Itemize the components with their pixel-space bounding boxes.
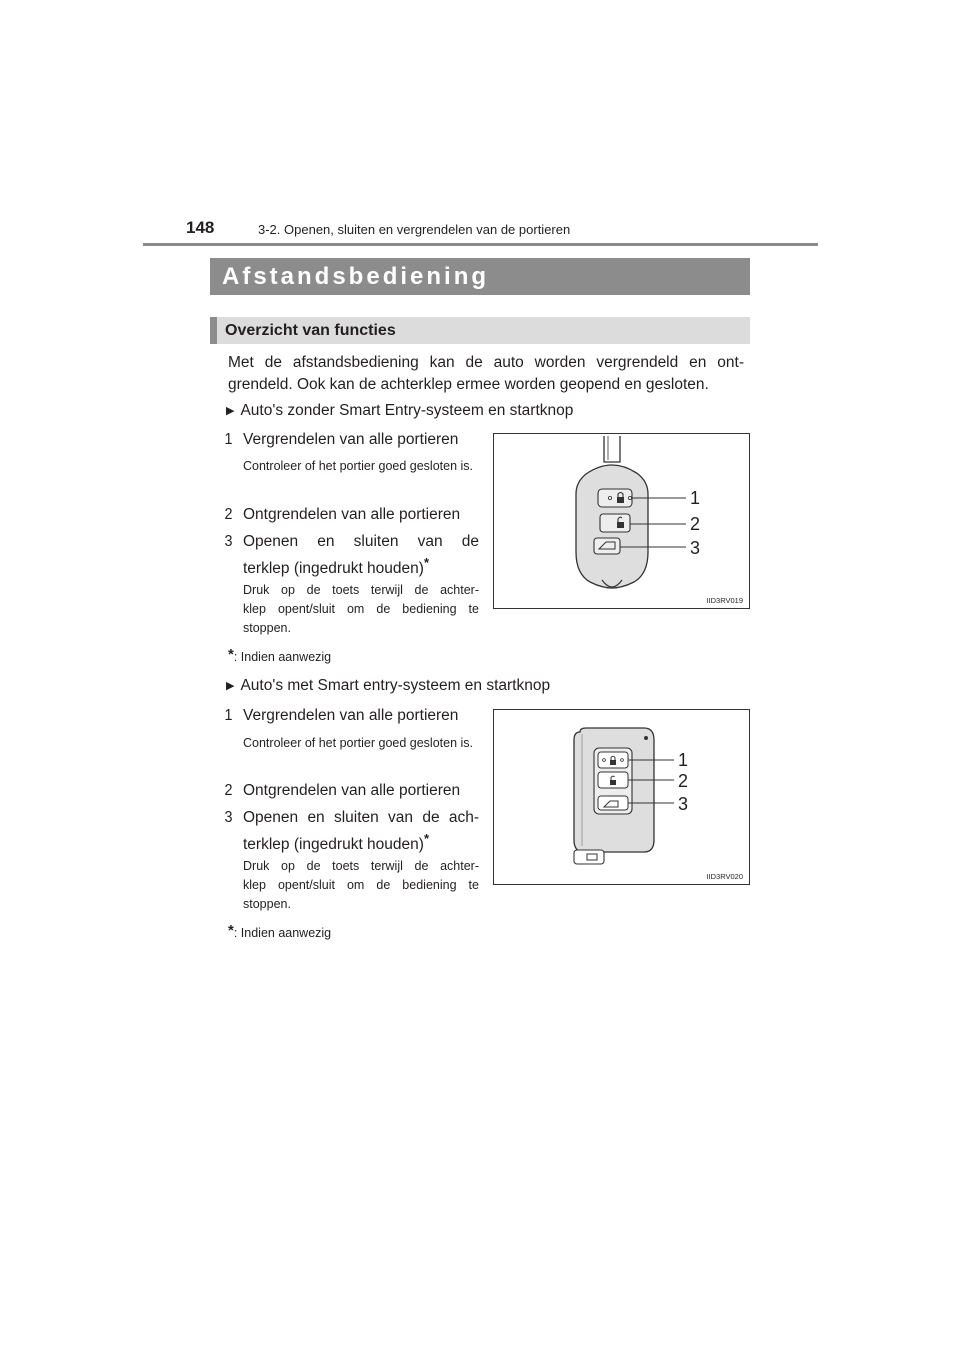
smart-key-illustration <box>494 710 749 884</box>
intro-paragraph: Met de afstandsbediening kan de auto worden vergrendeld en ont-grendeld. Ook kan de achterklep ermee worden geopend en gesloten. <box>228 354 744 393</box>
item-note: Controleer of het portier goed gesloten is. <box>243 736 473 750</box>
figure-code: IID3RV019 <box>706 596 743 605</box>
figure-smart-key <box>493 709 750 885</box>
callout-1: 1 <box>678 750 689 770</box>
item-note: Druk op de toets terwijl de achter- klep opent/sluit om de bediening te stoppen. <box>243 859 479 911</box>
triangle-bullet-icon: ▶ <box>226 405 235 417</box>
item-label: Ontgrendelen van alle portieren <box>243 782 461 799</box>
key-fob-illustration <box>494 434 749 608</box>
section-heading-no-smart-entry: ▶ Auto's zonder Smart Entry-systeem en startknop <box>226 402 574 419</box>
item-label: Openen en sluiten van de terklep (ingedrukt houden)* <box>243 533 479 578</box>
page-title: Afstandsbediening <box>210 258 750 295</box>
triangle-bullet-icon: ▶ <box>226 680 235 692</box>
page-number: 148 <box>186 218 215 237</box>
item-label: Vergrendelen van alle portieren <box>243 707 459 724</box>
item-number: 1 <box>224 431 233 448</box>
item-number: 3 <box>224 809 233 826</box>
callout-3: 3 <box>690 538 701 558</box>
callout-2: 2 <box>690 514 701 534</box>
item-number: 2 <box>224 506 233 523</box>
item-label: Openen en sluiten van de ach- terklep (ingedrukt houden)* <box>243 809 479 854</box>
callout-3: 3 <box>678 794 689 814</box>
footnote: *: Indien aanwezig <box>228 646 332 664</box>
running-head: 3-2. Openen, sluiten en vergrendelen van de portieren <box>258 222 571 237</box>
footnote: *: Indien aanwezig <box>228 922 332 940</box>
item-number: 2 <box>224 782 233 799</box>
callout-1: 1 <box>690 488 701 508</box>
header-rule <box>143 243 818 246</box>
item-label: Vergrendelen van alle portieren <box>243 431 459 448</box>
section-heading-smart-entry: ▶ Auto's met Smart entry-systeem en startknop <box>226 677 551 694</box>
item-number: 3 <box>224 533 233 550</box>
item-number: 1 <box>224 707 233 724</box>
item-note: Druk op de toets terwijl de achter- klep opent/sluit om de bediening te stoppen. <box>243 583 479 635</box>
item-label: Ontgrendelen van alle portieren <box>243 506 461 523</box>
section-title: Overzicht van functies <box>210 317 750 344</box>
figure-key-fob <box>493 433 750 609</box>
callout-2: 2 <box>678 771 689 791</box>
item-note: Controleer of het portier goed gesloten is. <box>243 459 473 473</box>
figure-code: IID3RV020 <box>706 872 743 881</box>
